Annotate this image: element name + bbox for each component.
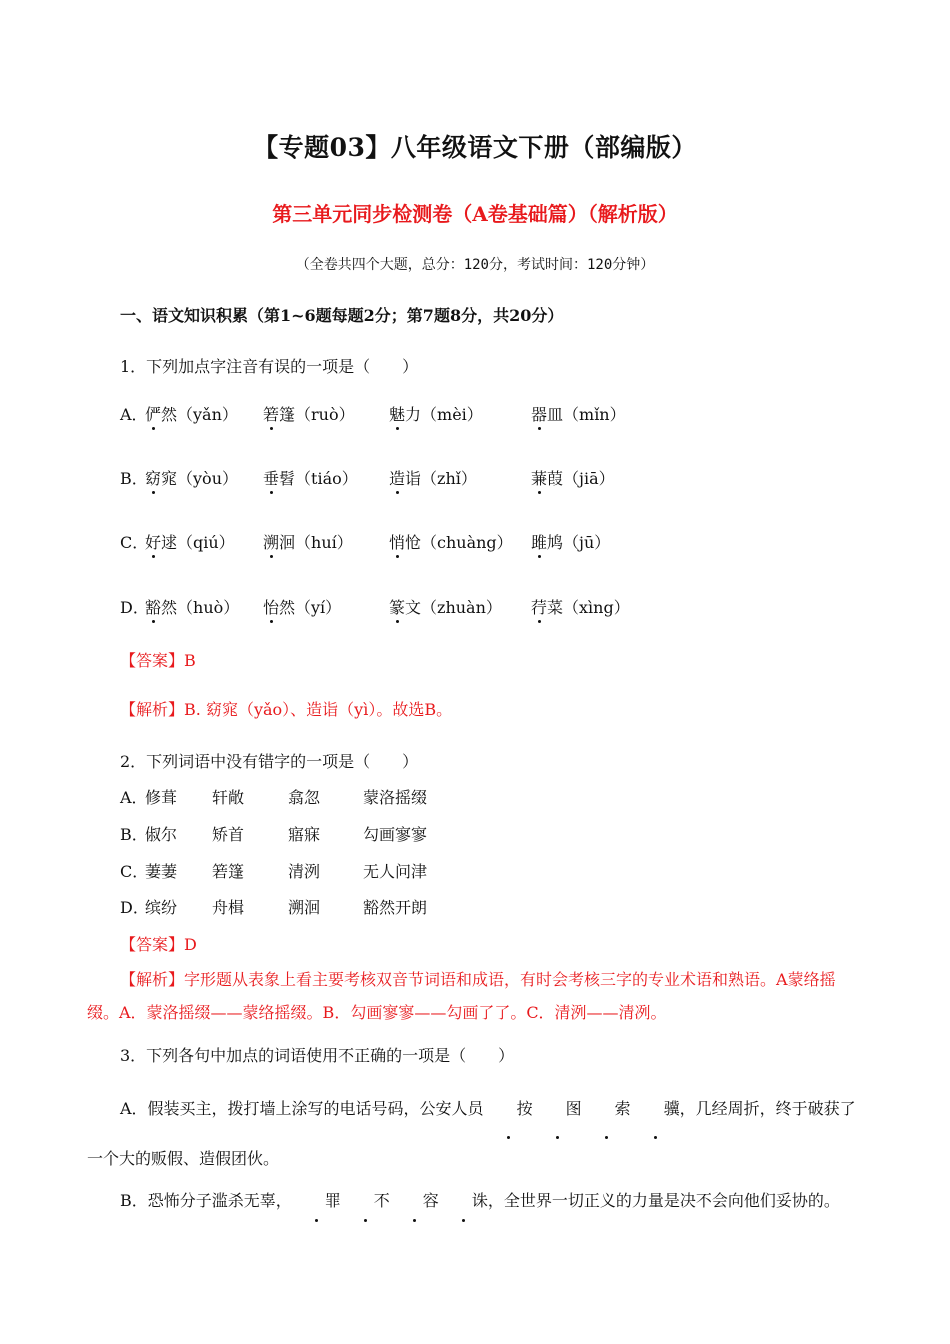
item-rest: 菜（xìng） (547, 598, 630, 617)
item-rest: 然（yǎn） (161, 405, 238, 424)
q1-stem: 1．下列加点字注音有误的一项是（ ） (120, 357, 419, 376)
dotted-char: 垂 (263, 466, 279, 489)
q1-option-item (389, 402, 483, 425)
dotted-phrase (292, 1191, 488, 1210)
dotted-char: 魅 (389, 402, 405, 425)
dotted-char: 容 (390, 1184, 439, 1217)
q1-option-item (389, 595, 502, 618)
q1-option-item (389, 466, 477, 489)
q2-option-word: 矫首 (212, 825, 245, 844)
analysis-text: B. 窈窕（yǎo）、造诣（yì）。故选B。 (184, 700, 453, 719)
dotted-char: 豁 (145, 595, 161, 618)
q2-option-word: 勾画寥寥 (363, 825, 428, 844)
dotted-char: 图 (533, 1084, 582, 1134)
dotted-char: 悄 (389, 530, 405, 553)
q3-stem: 3．下列各句中加点的词语使用不正确的一项是（ ） (120, 1046, 515, 1065)
item-rest: 然（yí） (279, 598, 342, 617)
dotted-char: 箬 (263, 402, 279, 425)
answer-tag: 【答案】 (120, 935, 185, 954)
q2-stem: 2．下列词语中没有错字的一项是（ ） (120, 752, 419, 771)
dotted-char: 索 (582, 1084, 631, 1134)
page-title: 【专题03】八年级语文下册（部编版） (253, 133, 697, 162)
q1-option-item (531, 595, 630, 618)
dotted-char: 蒹 (531, 466, 547, 489)
q2-option-word: 无人问津 (363, 862, 428, 881)
option-text: B．恐怖分子滥杀无辜， (120, 1191, 292, 1210)
dotted-char: 罪 (292, 1184, 341, 1217)
option-text: ，几经周折，终于破获了一个大的贩假、造假团伙。 (87, 1099, 856, 1168)
analysis-text: 字形题从表象上看主要考核双音节词语和成语，有时会考核三字的专业术语和熟语。A蒙络摇缀。A．蒙洛摇缀——蒙络摇缀。B．勾画寥寥——勾画了了。C．清洌——清冽。 (87, 970, 836, 1022)
exam-meta: （全卷共四个大题，总分：120分，考试时间：120分钟） (295, 257, 655, 273)
q1-option-item (389, 530, 513, 553)
q2-option-word: 蒙洛摇缀 (363, 788, 428, 807)
q2-option-word: 轩敞 (212, 788, 245, 807)
q2-option-word: 俶尔 (145, 825, 178, 844)
q1-option-label: D． (120, 598, 149, 617)
dotted-char: 按 (484, 1084, 533, 1134)
dotted-phrase (484, 1099, 680, 1118)
q2-option-word: 溯洄 (288, 898, 321, 917)
q1-option-item (263, 530, 353, 553)
q1-option-item (145, 466, 238, 489)
dotted-char: 好 (145, 530, 161, 553)
q2-option-word: 缤纷 (145, 898, 178, 917)
item-rest: 逑（qiú） (161, 533, 235, 552)
page-subtitle: 第三单元同步检测卷（A卷基础篇）（解析版） (272, 202, 678, 226)
q2-option-label: A． (120, 788, 148, 807)
q1-option-item (531, 402, 626, 425)
q2-option-word: 寤寐 (288, 825, 321, 844)
q2-option-word: 舟楫 (212, 898, 245, 917)
option-text: ，全世界一切正义的力量是决不会向他们妥协的。 (487, 1191, 840, 1210)
q2-option-label: D． (120, 898, 149, 917)
dotted-char: 俨 (145, 402, 161, 425)
q1-answer (120, 648, 196, 671)
dotted-char: 溯 (263, 530, 279, 553)
answer-value: D (184, 935, 197, 954)
item-rest: 文（zhuàn） (405, 598, 502, 617)
dotted-char: 荇 (531, 595, 547, 618)
q1-option-label: B． (120, 469, 148, 488)
q2-option-word: 萋萋 (145, 862, 178, 881)
item-rest: 鸠（jū） (547, 533, 611, 552)
dotted-char: 不 (341, 1184, 390, 1217)
item-rest: 葭（jiā） (547, 469, 615, 488)
q2-option-word: 豁然开朗 (363, 898, 428, 917)
item-rest: 然（huò） (161, 598, 240, 617)
item-rest: 怆（chuàng） (405, 533, 513, 552)
dotted-char: 造 (389, 466, 405, 489)
q1-option-item (145, 402, 238, 425)
option-text: A．假装买主，拨打墙上涂写的电话号码，公安人员 (120, 1099, 484, 1118)
q2-option-label: C． (120, 862, 149, 881)
item-rest: 髫（tiáo） (279, 469, 358, 488)
dotted-char: 诛 (439, 1184, 488, 1217)
dotted-char: 窈 (145, 466, 161, 489)
q1-option-item (145, 530, 235, 553)
item-rest: 皿（mǐn） (547, 405, 626, 424)
dotted-char: 怡 (263, 595, 279, 618)
q1-option-item (531, 530, 610, 553)
q2-option-word: 翕忽 (288, 788, 321, 807)
q1-option-item (145, 595, 239, 618)
q3-option-b (87, 1184, 857, 1217)
dotted-char: 器 (531, 402, 547, 425)
answer-tag: 【答案】 (120, 651, 185, 670)
section-heading: 一、语文知识积累（第1~6题每题2分；第7题8分，共20分） (120, 306, 564, 325)
item-rest: 力（mèi） (405, 405, 483, 424)
q1-option-item (263, 466, 358, 489)
item-rest: 窕（yòu） (161, 469, 238, 488)
q2-option-word: 修葺 (145, 788, 178, 807)
q2-option-word: 清洌 (288, 862, 321, 881)
item-rest: 洄（huí） (279, 533, 353, 552)
q3-option-a (87, 1084, 857, 1184)
dotted-char: 篆 (389, 595, 405, 618)
q2-analysis (87, 963, 857, 1029)
dotted-char: 骥 (631, 1084, 680, 1134)
q1-option-item (263, 402, 355, 425)
q2-answer (120, 932, 197, 955)
analysis-tag: 【解析】 (120, 970, 185, 989)
item-rest: 诣（zhǐ） (405, 469, 477, 488)
item-rest: 篷（ruò） (279, 405, 355, 424)
analysis-tag: 【解析】 (120, 700, 185, 719)
answer-value: B (184, 651, 196, 670)
q1-option-item (263, 595, 341, 618)
q1-option-item (531, 466, 615, 489)
q2-option-label: B． (120, 825, 148, 844)
q1-option-label: A． (120, 405, 148, 424)
q1-analysis (120, 697, 452, 720)
q2-option-word: 箬篷 (212, 862, 245, 881)
dotted-char: 雎 (531, 530, 547, 553)
q1-option-label: C． (120, 533, 149, 552)
